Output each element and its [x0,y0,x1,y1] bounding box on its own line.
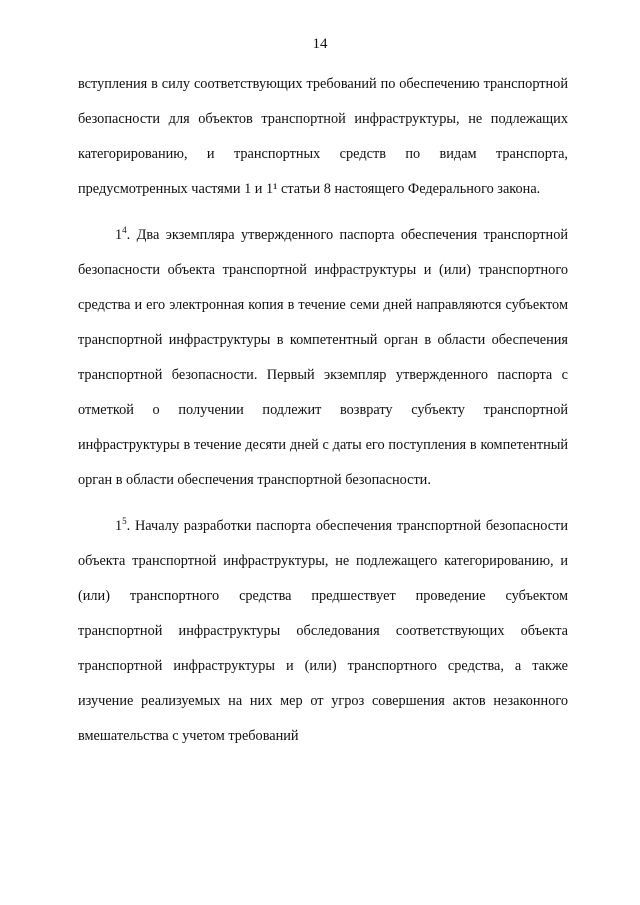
page-number: 14 [312,36,328,52]
paragraph-1-4 [78,218,568,498]
paragraph-continuation: вступления в силу соответствующих требований по обеспечению транспортной безопасности для объектов транспортной инфраструктуры, не подлежащих категорированию, и транспортных средств по видам транспорта, предусмотренных частями 1 и 1¹ статьи 8 настоящего Федерального закона. [78,76,568,197]
document-body [78,67,568,765]
paragraph-text: Два экземпляра утвержденного паспорта обеспечения транспортной безопасности объекта транспортной инфраструктуры и (или) транспортного средства и его электронная копия в течение семи дней направляются субъектом транспортной инфраструктуры в компетентный орган в области обеспечения транспортной безопасности. Первый экземпляр утвержденного паспорта с отметкой о получении подлежит возврату субъекту транспортной инфраструктуры в течение десяти дней с даты его поступления в компетентный орган в области обеспечения транспортной безопасности. [78,227,568,488]
paragraph-number-superscript: 5 [122,516,127,527]
paragraph-1-5 [78,509,568,754]
paragraph-number-superscript: 4 [122,225,127,236]
paragraph-number-suffix: . [126,518,131,534]
paragraph-number: 1 [115,518,123,534]
paragraph-number-suffix: . [126,227,131,243]
paragraph-text: Началу разработки паспорта обеспечения транспортной безопасности объекта транспортной инфраструктуры, не подлежащего категорированию, и (или) транспортного средства предшествует проведение субъектом транспортной инфраструктуры обследования соответствующих объекта транспортной инфраструктуры и (или) транспортного средства, а также изучение реализуемых на них мер от угроз совершения актов незаконного вмешательства с учетом требований [78,518,568,744]
paragraph-number: 1 [115,227,123,243]
